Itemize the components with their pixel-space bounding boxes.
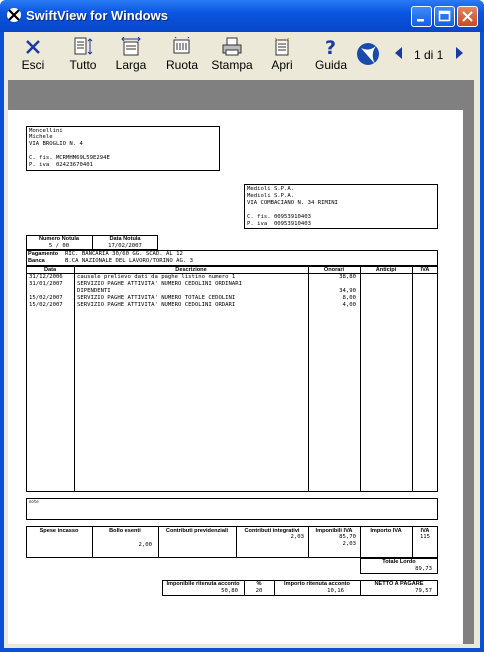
invoice-date: 17/02/2007 bbox=[108, 243, 142, 249]
document-viewer[interactable] bbox=[8, 80, 474, 644]
withholding-base-label: Imponibile ritenuta acconto bbox=[166, 581, 240, 587]
page-indicator: 1 di 1 bbox=[414, 48, 444, 62]
rotate-icon bbox=[171, 37, 193, 57]
withholding-amount-label: Importo ritenuta acconto bbox=[284, 581, 350, 587]
help-button[interactable] bbox=[314, 37, 348, 77]
close-button[interactable] bbox=[457, 6, 478, 27]
window-title: SwiftView for Windows bbox=[26, 8, 168, 23]
open-label: Apri bbox=[271, 58, 293, 72]
row-description: causale prelievo dati da paghe listino numero 1 bbox=[77, 274, 236, 280]
vat-rate-label: IVA bbox=[420, 528, 430, 534]
payment-label: Pagamento bbox=[28, 251, 59, 257]
help-question-icon bbox=[323, 37, 339, 57]
close-x-icon bbox=[25, 37, 41, 57]
row-date: 15/02/2007 bbox=[29, 302, 63, 308]
fit-width-icon bbox=[120, 37, 142, 57]
gross-total-value: 89,73 bbox=[415, 566, 432, 572]
social-contributions-label: Contributi previdenziali bbox=[165, 528, 229, 534]
supplementary-contributions-value: 2,03 bbox=[290, 534, 304, 540]
withholding-amount-value: 10,16 bbox=[327, 588, 344, 594]
row-description: DIPENDENTI bbox=[77, 288, 111, 294]
row-date: 31/12/2006 bbox=[29, 274, 63, 280]
col-advances-header: Anticipi bbox=[375, 267, 397, 273]
sender-firstname: Michele bbox=[29, 134, 53, 140]
withholding-base-value: 50,80 bbox=[221, 588, 238, 594]
withholding-rate-label: % bbox=[256, 581, 262, 587]
client-area bbox=[4, 32, 480, 648]
help-label: Guida bbox=[314, 58, 348, 72]
print-label: Stampa bbox=[211, 58, 253, 72]
sender-tax-code: C. fis. MCRMHM69L59E294E bbox=[29, 155, 110, 161]
recipient-name: Medioli S.P.A. bbox=[247, 186, 295, 192]
document-page bbox=[8, 110, 463, 644]
sender-vat: P. iva 02423670401 bbox=[29, 162, 93, 168]
recipient-name2: Medioli S.P.A. bbox=[247, 193, 295, 199]
fit-all-button[interactable] bbox=[66, 37, 100, 77]
row-fees: 4,00 bbox=[342, 302, 356, 308]
row-fees: 8,00 bbox=[342, 295, 356, 301]
net-payable-value: 79,57 bbox=[415, 588, 432, 594]
vat-rate-value: 115 bbox=[419, 534, 431, 540]
payment-value: RIC. BANCARIA 30/60 GG. SCAD. AL 12 bbox=[65, 251, 183, 257]
row-description: SERVIZIO PAGHE ATTIVITA' NUMERO CEDOLINI ORDARI bbox=[77, 302, 236, 308]
sender-name: Moncellini bbox=[29, 128, 63, 134]
open-button[interactable] bbox=[267, 37, 297, 77]
row-description: SERVIZIO PAGHE ATTIVITA' NUMERO CEDOLINI ORDINARI bbox=[77, 281, 243, 287]
row-fees: 38,80 bbox=[339, 274, 356, 280]
taxable-amount-2: 2,03 bbox=[342, 541, 356, 547]
vat-amount-label: Importo IVA bbox=[370, 528, 402, 534]
maximize-icon bbox=[438, 10, 451, 23]
sender-address: VIA BROGLIO N. 4 bbox=[29, 141, 83, 147]
minimize-icon bbox=[415, 10, 428, 23]
row-date: 31/01/2007 bbox=[29, 281, 63, 287]
note-label: note bbox=[29, 499, 39, 504]
recipient-address: VIA COMBACIANO N. 34 RIMINI bbox=[247, 200, 338, 206]
rotate-label: Ruota bbox=[165, 58, 199, 72]
exit-button[interactable] bbox=[18, 37, 48, 77]
col-description-header: Descrizione bbox=[175, 267, 207, 273]
row-description: SERVIZIO PAGHE ATTIVITA' NUMERO TOTALE CEDOLINI bbox=[77, 295, 236, 301]
swiftview-logo-icon bbox=[6, 7, 22, 23]
fit-all-label: Tutto bbox=[69, 58, 97, 72]
withholding-rate-value: 20 bbox=[255, 588, 263, 594]
taxable-amount-1: 85,70 bbox=[339, 534, 356, 540]
col-date-header: Data bbox=[43, 267, 57, 273]
gross-total-label: Totale Lordo bbox=[382, 559, 416, 565]
net-payable-label: NETTO A PAGARE bbox=[374, 581, 424, 587]
maximize-button[interactable] bbox=[434, 6, 455, 27]
taxable-amount-label: Imponibili IVA bbox=[315, 528, 353, 534]
fit-page-icon bbox=[72, 37, 94, 57]
row-fees: 34,90 bbox=[339, 288, 356, 294]
collection-fees-label: Spese incasso bbox=[39, 528, 79, 534]
close-icon bbox=[461, 10, 474, 23]
fit-width-label[interactable]: Larga bbox=[115, 58, 147, 72]
bank-value: B.CA NAZIONALE DEL LAVORO/TORINO AG. 3 bbox=[65, 258, 193, 264]
next-page-icon[interactable] bbox=[455, 46, 465, 60]
title-bar[interactable] bbox=[0, 0, 484, 32]
col-fees-header: Onorari bbox=[323, 267, 345, 273]
note-box bbox=[26, 498, 438, 520]
supplementary-contributions-label: Contributi integrativi bbox=[244, 528, 300, 534]
minimize-button[interactable] bbox=[411, 6, 432, 27]
print-button[interactable] bbox=[211, 37, 253, 77]
row-date: 15/02/2007 bbox=[29, 295, 63, 301]
rotate-button[interactable] bbox=[164, 37, 200, 77]
toolbar bbox=[4, 32, 480, 78]
invoice-date-label: Data Notula bbox=[109, 236, 141, 242]
col-vat-header: IVA bbox=[420, 267, 430, 273]
bank-label: Banca bbox=[28, 258, 45, 264]
recipient-tax-code: C. fis. 00953910403 bbox=[247, 214, 311, 220]
swiftview-bird-icon bbox=[356, 40, 380, 70]
exit-label: Esci bbox=[21, 58, 45, 72]
printer-icon bbox=[221, 37, 243, 57]
invoice-number: 5 / 00 bbox=[48, 243, 70, 249]
recipient-vat: P. iva 00953910403 bbox=[247, 221, 311, 227]
svg-text:?: ? bbox=[325, 37, 337, 57]
stamp-duty-value: 2,00 bbox=[138, 542, 152, 548]
fit-width-button[interactable] bbox=[114, 37, 148, 77]
stamp-duty-label: Bollo esenti bbox=[109, 528, 141, 534]
previous-page-icon[interactable] bbox=[393, 46, 403, 60]
open-file-icon bbox=[271, 37, 293, 57]
invoice-number-label: Numero Notula bbox=[38, 236, 80, 242]
